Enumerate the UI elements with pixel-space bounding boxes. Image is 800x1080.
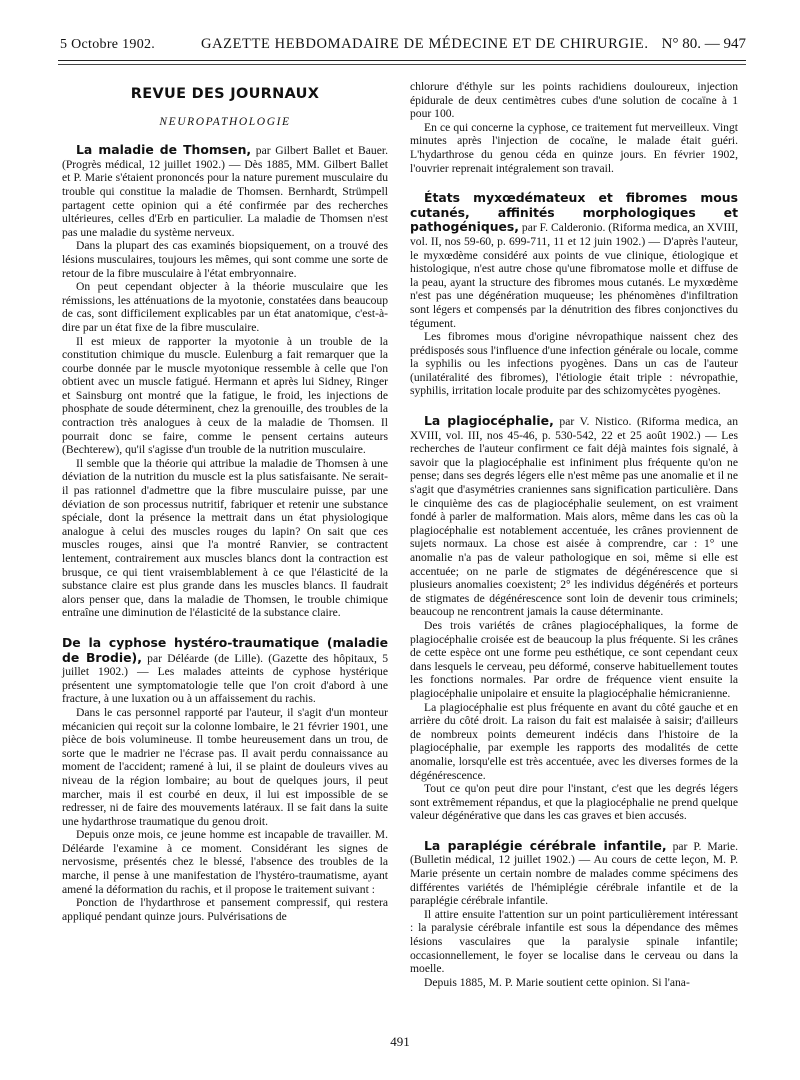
article-paraplegie-lead: [410, 839, 738, 908]
article-thomsen: [62, 143, 388, 620]
article-paragraph: Des trois variétés de crânes plagiocéphaliques, la forme de plagiocéphalie croisée est de beaucoup la plus fréquente. Si les crânes de cette espèce ont une forme peu esthétique, ce sont cependant ceux dans lesquels le cerveau, peu déformé, conserve habituellement toutes les fonctions normales. Par ordre de fréquence vient ensuite la plagiocéphalie unipolaire et ensuite la plagiocéphalie hémicranienne.: [410, 618, 738, 700]
header-issue-number: N° 80. — 947: [661, 36, 746, 52]
article-paragraph: Dans la plupart des cas examinés biopsiquement, on a trouvé des lésions musculaires, toujours les mêmes, qui sont comme une sorte de retour de la fibre musculaire à l'état embryonnaire.: [62, 239, 388, 280]
article-byline: par V. Nistico. (Riforma medica, an XVIII, vol. III, nos 45-46, p. 530-542, 22 et 25 août 1902.) —: [410, 415, 738, 442]
article-paragraph: Depuis onze mois, ce jeune homme est incapable de travailler. M. Déléarde l'examine à ce moment. Considérant les signes de nervosisme, présentés chez le blessé, l'absence des troubles de la marche, il pense à une manifestation de l'hystéro-traumatisme, ayant amené la déformation du rachis, et il propose le traitement suivant :: [62, 828, 388, 896]
page-folio: 491: [390, 1034, 410, 1049]
article-byline: par Gilbert Ballet et Bauer. (Progrès médical, 12 juillet 1902.) —: [62, 144, 388, 171]
article-paragraph: D'après l'auteur, le myxœdème considéré aux points de vue clinique, étiologique et histologique, n'est autre chose qu'une fibromatose molle et diffuse de la peau, ayant la structure des fibromes mous cutanés. Le myxœdème n'est pas une dégénération muqueuse; les phénomènes d'infiltration sont légers et compensés par la dénutrition des fibres conjonctives du tégument.: [410, 234, 738, 330]
header-rule: [58, 60, 746, 61]
article-paragraph: Les malades atteints de cyphose hystérique présentent une symptomatologie telle que l'on croit d'abord à une fracture, à une luxation ou à un affaissement du rachis.: [62, 665, 388, 706]
left-column: [62, 80, 388, 923]
article-paragraph: Depuis 1885, M. P. Marie soutient cette opinion. Si l'ana-: [424, 975, 690, 989]
revue-title: REVUE DES JOURNAUX: [130, 86, 320, 102]
article-myxoedeme-lead: [410, 191, 738, 330]
article-paragraph: Ponction de l'hydarthrose et pansement compressif, qui restera appliqué pendant quinze jours. Pulvérisations de: [62, 896, 388, 923]
article-paraplegie: [410, 839, 738, 990]
article-paragraph: La plagiocéphalie est plus fréquente en avant du côté gauche et en arrière du côté droit. La raison du fait est malaisée à saisir; d'ailleurs de nombreux points demeurent indécis dans l'histoire de la plagiocéphalie, par exemple les rapports des modalités de cette anomalie, lorsqu'elle est très accentuée, avec les diverses formes de la dégénérescence.: [410, 700, 738, 782]
article-paragraph: Il semble que la théorie qui attribue la maladie de Thomsen à une déviation de la nutrition du muscle est la plus satisfaisante. Ne serait-il pas rationnel d'admettre que la fibre musculaire puisse, par une déviation de son processus nutritif, fabriquer et retenir une substance spéciale, dont la présence la mettrait dans un état physiologique analogue à celui des muscles rouges du lapin? On sait que ces muscles rouges, ainsi que l'a montré Ranvier, se contractent lentement, contrairement aux muscles blancs dont la contraction est brusque, ce qui tient vraisemblablement à ce que l'élasticité de la substance claire est plus grande dans les muscles blancs. Il faudrait alors penser que, dans la maladie de Thomsen, le trouble chimique entraîne une diminution de l'élasticité de la substance claire.: [62, 456, 388, 620]
article-thomsen-lead: [62, 143, 388, 239]
article-paragraph: Dès 1885, MM. Gilbert Ballet et P. Marie s'étaient prononcés pour la nature purement musculaire du trouble qui constitue la maladie de Thomsen. Bernhardt, Strümpell partagent cette opinion qui a été confirmée par des recherches ultérieures, celles d'Erb en particulier. La maladie de Thomsen n'est pas une maladie du système nerveux.: [62, 157, 388, 239]
article-byline: par Déléarde (de Lille). (Gazette des hôpitaux, 5 juillet 1902.) —: [62, 651, 389, 679]
article-cyphose-lead: [62, 636, 388, 706]
article-paragraph: Dans le cas personnel rapporté par l'auteur, il s'agit d'un monteur mécanicien qui reçoit sur la colonne lombaire, le 21 février 1901, une pièce de bois volumineuse. Il tombe heureusement dans un trou, de sorte que le madrier ne l'écrase pas. Il avait perdu connaissance au moment de l'accident; ramené à lui, il se plaint de douleurs vives au niveau de la région lombaire; au bout de quelques jours, il peut marcher, mais il est courbé en deux, il lui est impossible de se redresser, ni de faire des mouvements latéraux. Il se fait dans la suite une hydarthrose traumatique du genou droit.: [62, 705, 388, 828]
section-title: NEUROPATHOLOGIE: [159, 115, 291, 128]
article-plagiocephalie: [410, 414, 738, 823]
article-title: La plagiocéphalie,: [424, 413, 554, 429]
continuation-paragraph: chlorure d'éthyle sur les points rachidiens douloureux, injection épidurale de deux centimètres cubes d'une solution de cocaïne à 1 pour 100.: [410, 80, 738, 121]
article-paragraph: Il est mieux de rapporter la myotonie à un trouble de la constitution chimique du muscle. Eulenburg a fait remarquer que la courbe donnée par le muscle myotonique ressemble à celle que l'on obtient avec un muscle fatigué. Hermann et après lui Sidney, Ringer et Sainsburg ont montré que la fatigue, le froid, les injections de phosphate de soude déterminent, chez la grenouille, des troubles de la contraction très analogues à ceux de la maladie de Thomsen. Il pourrait donc se faire, comme le pensent certains auteurs (Bechterew), qu'il s'agisse d'un trouble de la nutrition musculaire.: [62, 334, 388, 457]
header-rule-thin: [58, 64, 746, 65]
right-column: [410, 80, 738, 989]
article-title: La maladie de Thomsen,: [76, 142, 252, 158]
article-plagiocephalie-lead: [410, 414, 738, 619]
header-journal-title: GAZETTE HEBDOMADAIRE DE MÉDECINE ET DE CHIRURGIE.: [201, 36, 649, 52]
article-byline: par F. Calderonio. (Riforma medica, an XVIII, vol. II, nos 59-60, p. 699-711, 11 et 12 juin 1902.) —: [410, 221, 738, 248]
article-paragraph: Au cours de cette leçon, M. P. Marie présente un certain nombre de malades comme spécimens des différentes variétés de l'hémiplégie cérébrale infantile et de la paraplégie cérébrale infantile.: [410, 853, 738, 908]
article-paragraph: Il attire ensuite l'attention sur un point particulièrement intéressant : la paralysie cérébrale infantile est sous la dépendance des mêmes lésions vasculaires que la paralysie spinale infantile; occasionnellement, le foyer se localise dans le cerveau ou dans la moelle.: [410, 907, 738, 976]
running-header: [60, 34, 746, 56]
article-title: De la cyphose hystéro-traumatique (maladie de Brodie),: [62, 634, 388, 665]
continuation-paragraph: En ce qui concerne la cyphose, ce traitement fut merveilleux. Vingt minutes après l'injection de cocaïne, le malade était guéri. L'hydarthrose du genou céda en quinze jours. En février 1902, l'ouvrier reprenait intégralement son travail.: [410, 120, 738, 175]
article-paragraph: Les recherches de l'auteur confirment ce fait déjà maintes fois signalé, à savoir que la plagiocéphalie est infiniment plus fréquente qu'on ne pense; dans ses degrés légers elle n'est même pas une anomalie et il ne s'agit que d'asymétries craniennes sans signification particulière. Dans le cinquième des cas de plagiocéphalie seulement, on est vraiment fondé à parler de malformation. Mais alors, même dans les cas où la plagiocéphalie est notablement accentuée, les crânes proviennent de sujets normaux. La chose est aisée à comprendre, car : 1° une anomalie n'a pas de valeur pathologique en soi, même si elle est accentuée; on ne parle de stigmates de dégénérescence que si plusieurs anomalies coexistent; 2° les individus dégénérés et porteurs de stigmates de dégénérescence sont loin de devenir tous criminels; beaucoup ne rencontrent jamais la cause déterminante.: [410, 428, 738, 619]
article-myxoedeme: [410, 191, 738, 398]
article-title: États myxœdémateux et fibromes mous cutanés, affinités morphologiques et pathogéniques,: [410, 190, 738, 235]
article-paragraph: On peut cependant objecter à la théorie musculaire que les rémissions, les atténuations de la myotonie, constatées dans beaucoup de cas, sont difficilement explicables par un état anatomique, c'est-à-dire par un état fixe de la fibre musculaire.: [62, 280, 388, 334]
article-byline: par P. Marie. (Bulletin médical, 12 juillet 1902.) —: [410, 839, 738, 867]
article-paragraph: Tout ce qu'on peut dire pour l'instant, c'est que les degrés légers sont extrêmement répandus, et que la plagiocéphalie ne prend quelque valeur dégénérative que dans les cas graves et bien accusés.: [410, 782, 738, 823]
article-title: La paraplégie cérébrale infantile,: [424, 837, 667, 853]
header-date: 5 Octobre 1902.: [60, 37, 156, 52]
article-cyphose: [62, 636, 388, 923]
article-paragraph: Les fibromes mous d'origine névropathique naissent chez des prédisposés sous l'influence d'une infection générale ou locale, comme la syphilis ou les infections pyogènes. Dans un cas de l'auteur (unilatéralité des fibromes), l'étiologie était triple : névropathie, syphilis, irritation locale produite par des schizomycètes pyogènes.: [410, 330, 738, 398]
